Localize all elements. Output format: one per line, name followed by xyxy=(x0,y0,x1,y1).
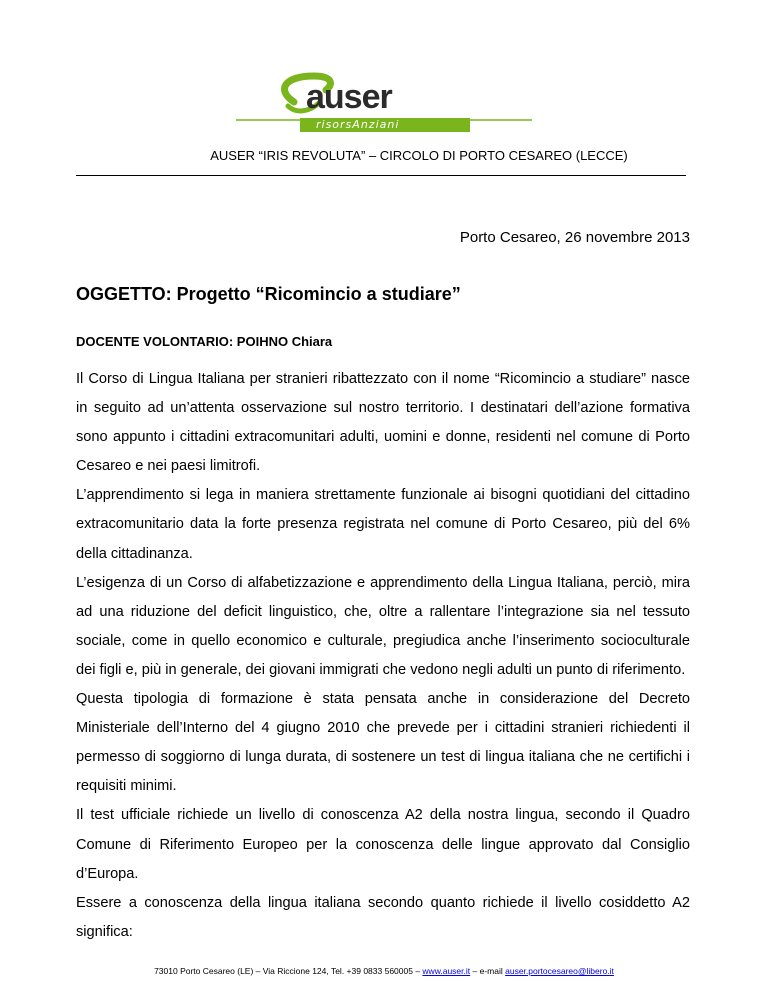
paragraph: L’esigenza di un Corso di alfabetizzazione e apprendimento della Lingua Italiana, perciò, mira ad una riduzione del deficit linguistico, che, oltre a rallentare l’integrazione sia nel tessuto sociale, come in quello economico e culturale, pregiudica anche l’inserimento socioculturale dei figli e, più in generale, dei giovani immigrati che vedono negli adulti un punto di riferimento. xyxy=(76,574,690,678)
logo-tagline: risorsAnziani xyxy=(316,118,400,131)
letter-footer xyxy=(0,965,768,977)
auser-logo xyxy=(236,72,532,138)
header-divider xyxy=(76,175,686,176)
paragraph: Questa tipologia di formazione è stata pensata anche in considerazione del Decreto Ministeriale dell’Interno del 4 giugno 2010 che prevede per i cittadini stranieri richiedenti il permesso di soggiorno di lunga durata, di sostenere un test di lingua italiana che ne certifichi i requisiti minimi. xyxy=(76,691,690,795)
volunteer-teacher: DOCENTE VOLONTARIO: POIHNO Chiara xyxy=(76,334,333,349)
email-link[interactable]: auser.portocesareo@libero.it xyxy=(505,966,614,976)
website-link[interactable]: www.auser.it xyxy=(422,966,471,976)
paragraph: Il test ufficiale richiede un livello di conoscenza A2 della nostra lingua, secondo il Quadro Comune di Riferimento Europeo per la conoscenza delle lingue approvato dal Consiglio d’Europa. xyxy=(76,807,690,882)
paragraph: L’apprendimento si lega in maniera strettamente funzionale ai bisogni quotidiani del cittadino extracomunitario data la forte presenza registrata nel comune di Porto Cesareo, più del 6% della cittadinanza. xyxy=(76,487,690,562)
paragraph: Essere a conoscenza della lingua italiana secondo quanto richiede il livello cosiddetto A2 significa: xyxy=(76,894,690,940)
paragraph: Il Corso di Lingua Italiana per stranieri ribattezzato con il nome “Ricomincio a studiare” nasce in seguito ad un’attenta osservazione sul nostro territorio. I destinatari dell’azione formativa sono appunto i cittadini extracomunitari adulti, uomini e donne, residenti nel comune di Porto Cesareo e nei paesi limitrofi. xyxy=(76,371,690,475)
letter-date: Porto Cesareo, 26 novembre 2013 xyxy=(459,229,690,246)
logo-brand-text: auser xyxy=(306,78,392,116)
letter-subject: OGGETTO: Progetto “Ricomincio a studiare” xyxy=(76,284,461,304)
footer-address: 73010 Porto Cesareo (LE) – Via Riccione 124, Tel. +39 0833 560005 – xyxy=(154,966,423,976)
organization-header: AUSER “IRIS REVOLUTA” – CIRCOLO DI PORTO CESAREO (LECCE) xyxy=(210,148,628,163)
footer-email-label: – e-mail xyxy=(470,966,506,976)
letter-body xyxy=(76,365,690,947)
